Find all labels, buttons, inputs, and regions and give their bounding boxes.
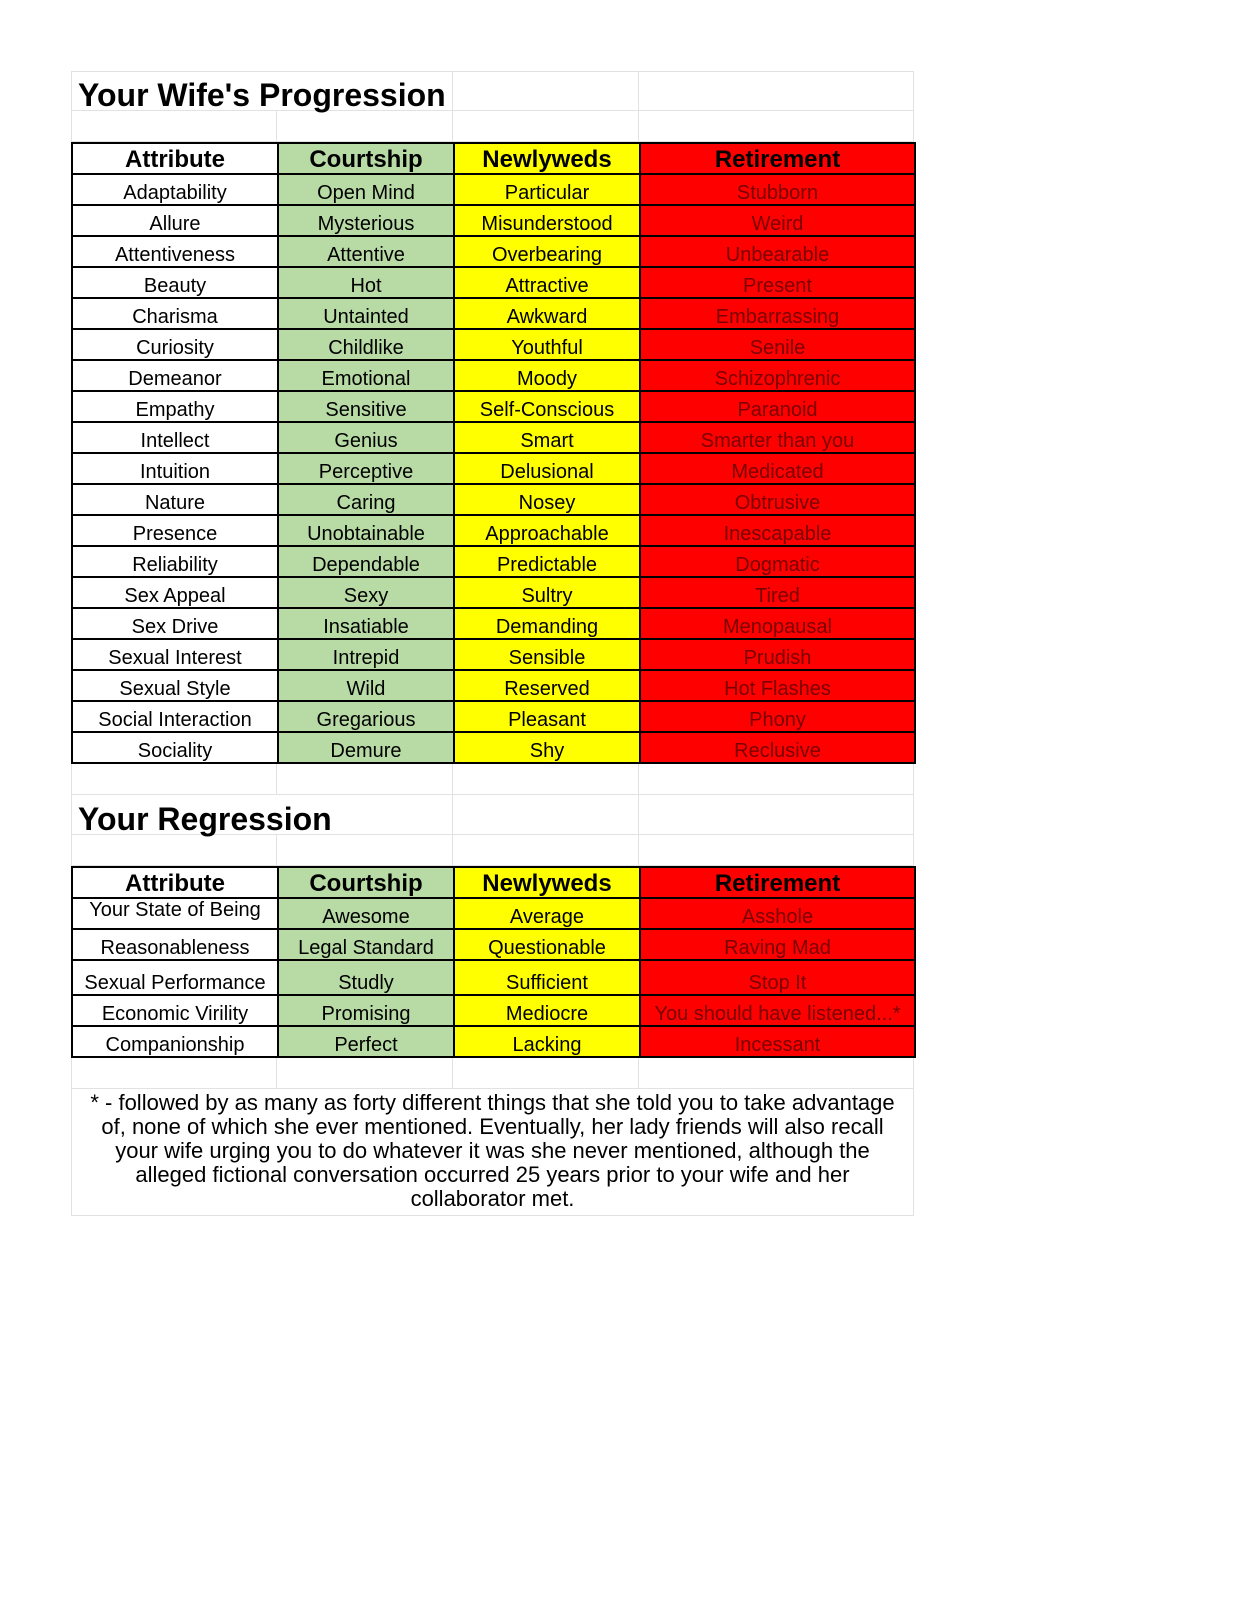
empty-cell (71, 835, 277, 866)
courtship-cell: Demure (278, 732, 454, 763)
attribute-cell: Allure (72, 205, 278, 236)
empty-cell (453, 1058, 639, 1089)
courtship-cell: Legal Standard (278, 929, 454, 960)
attribute-cell: Empathy (72, 391, 278, 422)
newlyweds-cell: Self-Conscious (454, 391, 640, 422)
newlyweds-cell: Misunderstood (454, 205, 640, 236)
regression-header-row (72, 867, 915, 898)
footnote: * - followed by as many as forty different things that she told you to take advantage of, none of which she ever mentioned. Eventually, her lady friends will also recall your wife urging you to do whatever it was she never mentioned, although the alleged fictional conversation occurred 25 years prior to your wife and her collaborator met. (71, 1089, 914, 1216)
retirement-cell: Menopausal (640, 608, 915, 639)
courtship-cell: Sexy (278, 577, 454, 608)
retirement-cell: Tired (640, 577, 915, 608)
table-row (72, 639, 915, 670)
table-row (72, 670, 915, 701)
attribute-cell: Sex Appeal (72, 577, 278, 608)
attribute-cell: Attentiveness (72, 236, 278, 267)
table-row (72, 453, 915, 484)
retirement-cell: Obtrusive (640, 484, 915, 515)
table-row (72, 608, 915, 639)
newlyweds-cell: Sultry (454, 577, 640, 608)
empty-cell (71, 111, 277, 142)
table-row (72, 960, 915, 995)
table-row (72, 329, 915, 360)
progression-title-row (71, 71, 914, 111)
column-header-courtship: Courtship (278, 143, 454, 174)
courtship-cell: Intrepid (278, 639, 454, 670)
courtship-cell: Caring (278, 484, 454, 515)
newlyweds-cell: Mediocre (454, 995, 640, 1026)
courtship-cell: Untainted (278, 298, 454, 329)
courtship-cell: Perfect (278, 1026, 454, 1057)
attribute-cell: Sexual Style (72, 670, 278, 701)
newlyweds-cell: Questionable (454, 929, 640, 960)
table-row (72, 360, 915, 391)
spacer-row (71, 764, 914, 795)
column-header-retirement: Retirement (640, 867, 915, 898)
courtship-cell: Perceptive (278, 453, 454, 484)
newlyweds-cell: Pleasant (454, 701, 640, 732)
retirement-cell: Raving Mad (640, 929, 915, 960)
newlyweds-cell: Nosey (454, 484, 640, 515)
retirement-cell: Senile (640, 329, 915, 360)
attribute-cell: Beauty (72, 267, 278, 298)
attribute-cell: Adaptability (72, 174, 278, 205)
retirement-cell: Asshole (640, 898, 915, 929)
table-row (72, 1026, 915, 1057)
retirement-cell: Inescapable (640, 515, 915, 546)
retirement-cell: Smarter than you (640, 422, 915, 453)
newlyweds-cell: Lacking (454, 1026, 640, 1057)
table-row (72, 205, 915, 236)
retirement-cell: Stop It (640, 960, 915, 995)
retirement-cell: Present (640, 267, 915, 298)
retirement-cell: Paranoid (640, 391, 915, 422)
newlyweds-cell: Moody (454, 360, 640, 391)
retirement-cell: Medicated (640, 453, 915, 484)
courtship-cell: Studly (278, 960, 454, 995)
column-header-newlyweds: Newlyweds (454, 143, 640, 174)
attribute-cell: Nature (72, 484, 278, 515)
empty-cell (639, 71, 914, 111)
spacer-row (71, 835, 914, 866)
courtship-cell: Hot (278, 267, 454, 298)
courtship-cell: Emotional (278, 360, 454, 391)
attribute-cell: Presence (72, 515, 278, 546)
attribute-cell: Sociality (72, 732, 278, 763)
newlyweds-cell: Overbearing (454, 236, 640, 267)
table-row (72, 546, 915, 577)
progression-header-row (72, 143, 915, 174)
empty-cell (453, 835, 639, 866)
empty-cell (277, 111, 453, 142)
empty-cell (277, 764, 453, 795)
retirement-cell: You should have listened...* (640, 995, 915, 1026)
empty-cell (277, 835, 453, 866)
table-row (72, 267, 915, 298)
attribute-cell: Intellect (72, 422, 278, 453)
retirement-cell: Reclusive (640, 732, 915, 763)
empty-cell (453, 795, 639, 835)
attribute-cell: Companionship (72, 1026, 278, 1057)
attribute-cell: Reliability (72, 546, 278, 577)
courtship-cell: Dependable (278, 546, 454, 577)
table-row (72, 898, 915, 929)
newlyweds-cell: Shy (454, 732, 640, 763)
attribute-cell: Sexual Performance (72, 960, 278, 995)
retirement-cell: Phony (640, 701, 915, 732)
courtship-cell: Childlike (278, 329, 454, 360)
retirement-cell: Dogmatic (640, 546, 915, 577)
courtship-cell: Genius (278, 422, 454, 453)
newlyweds-cell: Delusional (454, 453, 640, 484)
attribute-cell: Reasonableness (72, 929, 278, 960)
empty-cell (71, 1058, 277, 1089)
empty-cell (71, 764, 277, 795)
retirement-cell: Embarrassing (640, 298, 915, 329)
courtship-cell: Gregarious (278, 701, 454, 732)
courtship-cell: Sensitive (278, 391, 454, 422)
attribute-cell: Your State of Being (72, 898, 278, 929)
attribute-cell: Intuition (72, 453, 278, 484)
column-header-retirement: Retirement (640, 143, 915, 174)
attribute-cell: Curiosity (72, 329, 278, 360)
attribute-cell: Social Interaction (72, 701, 278, 732)
table-row (72, 701, 915, 732)
table-row (72, 422, 915, 453)
retirement-cell: Prudish (640, 639, 915, 670)
table-row (72, 995, 915, 1026)
newlyweds-cell: Awkward (454, 298, 640, 329)
table-row (72, 298, 915, 329)
table-row (72, 929, 915, 960)
column-header-newlyweds: Newlyweds (454, 867, 640, 898)
courtship-cell: Attentive (278, 236, 454, 267)
spacer-row (71, 1058, 914, 1089)
newlyweds-cell: Average (454, 898, 640, 929)
courtship-cell: Promising (278, 995, 454, 1026)
attribute-cell: Sex Drive (72, 608, 278, 639)
courtship-cell: Unobtainable (278, 515, 454, 546)
empty-cell (453, 71, 639, 111)
newlyweds-cell: Attractive (454, 267, 640, 298)
attribute-cell: Economic Virility (72, 995, 278, 1026)
regression-table (71, 866, 916, 1058)
attribute-cell: Charisma (72, 298, 278, 329)
empty-cell (639, 795, 914, 835)
newlyweds-cell: Approachable (454, 515, 640, 546)
courtship-cell: Open Mind (278, 174, 454, 205)
table-row (72, 732, 915, 763)
column-header-attribute: Attribute (72, 867, 278, 898)
attribute-cell: Sexual Interest (72, 639, 278, 670)
attribute-cell: Demeanor (72, 360, 278, 391)
table-row (72, 391, 915, 422)
empty-cell (453, 111, 639, 142)
empty-cell (639, 764, 914, 795)
courtship-cell: Awesome (278, 898, 454, 929)
empty-cell (277, 1058, 453, 1089)
retirement-cell: Schizophrenic (640, 360, 915, 391)
courtship-cell: Wild (278, 670, 454, 701)
retirement-cell: Weird (640, 205, 915, 236)
table-row (72, 577, 915, 608)
newlyweds-cell: Reserved (454, 670, 640, 701)
column-header-courtship: Courtship (278, 867, 454, 898)
newlyweds-cell: Youthful (454, 329, 640, 360)
progression-table (71, 142, 916, 764)
table-row (72, 515, 915, 546)
table-row (72, 484, 915, 515)
retirement-cell: Stubborn (640, 174, 915, 205)
spacer-row (71, 111, 914, 142)
regression-title-row (71, 795, 914, 835)
progression-title: Your Wife's Progression (71, 71, 453, 111)
table-row (72, 236, 915, 267)
table-row (72, 174, 915, 205)
newlyweds-cell: Predictable (454, 546, 640, 577)
empty-cell (639, 1058, 914, 1089)
empty-cell (639, 835, 914, 866)
retirement-cell: Unbearable (640, 236, 915, 267)
courtship-cell: Insatiable (278, 608, 454, 639)
courtship-cell: Mysterious (278, 205, 454, 236)
empty-cell (453, 764, 639, 795)
newlyweds-cell: Demanding (454, 608, 640, 639)
newlyweds-cell: Sufficient (454, 960, 640, 995)
newlyweds-cell: Particular (454, 174, 640, 205)
column-header-attribute: Attribute (72, 143, 278, 174)
newlyweds-cell: Smart (454, 422, 640, 453)
newlyweds-cell: Sensible (454, 639, 640, 670)
spreadsheet (71, 71, 914, 1216)
empty-cell (639, 111, 914, 142)
retirement-cell: Hot Flashes (640, 670, 915, 701)
retirement-cell: Incessant (640, 1026, 915, 1057)
regression-title: Your Regression (71, 795, 453, 835)
